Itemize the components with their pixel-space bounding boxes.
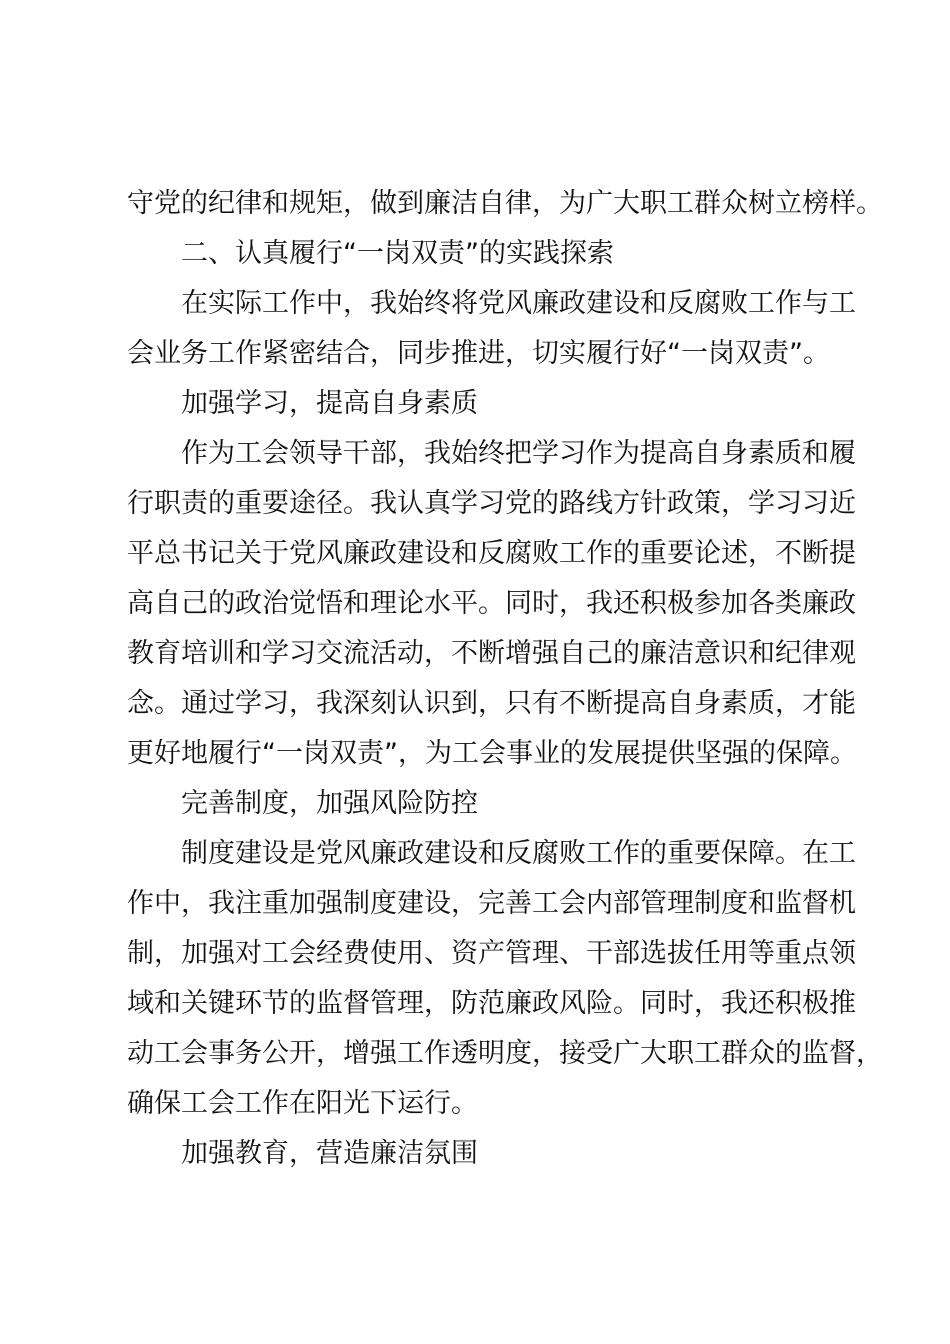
subheading: 加强学习，提高自身素质 xyxy=(181,388,478,419)
paragraph-line: 教育培训和学习交流活动，不断增强自己的廉洁意识和纪律观 xyxy=(127,638,856,669)
paragraph-line: 制，加强对工会经费使用、资产管理、干部选拔任用等重点领 xyxy=(127,938,856,969)
paragraph-line: 动工会事务公开，增强工作透明度，接受广大职工群众的监督， xyxy=(127,1038,883,1069)
document-body xyxy=(127,179,883,1179)
paragraph-line: 高自己的政治觉悟和理论水平。同时，我还积极参加各类廉政 xyxy=(127,588,856,619)
section-heading: 二、认真履行“一岗双责”的实践探索 xyxy=(181,238,614,269)
paragraph-line: 念。通过学习，我深刻认识到，只有不断提高自身素质，才能 xyxy=(127,688,856,719)
paragraph-line: 制度建设是党风廉政建设和反腐败工作的重要保障。在工 xyxy=(181,838,856,869)
paragraph-line: 在实际工作中，我始终将党风廉政建设和反腐败工作与工 xyxy=(181,288,856,319)
paragraph-line: 确保工会工作在阳光下运行。 xyxy=(127,1088,478,1119)
paragraph-line: 守党的纪律和规矩，做到廉洁自律，为广大职工群众树立榜样。 xyxy=(127,188,883,219)
paragraph-line: 更好地履行“一岗双责”，为工会事业的发展提供坚强的保障。 xyxy=(127,738,857,769)
paragraph-line: 作中，我注重加强制度建设，完善工会内部管理制度和监督机 xyxy=(127,888,856,919)
paragraph-line: 行职责的重要途径。我认真学习党的路线方针政策，学习习近 xyxy=(127,488,856,519)
subheading: 完善制度，加强风险防控 xyxy=(181,788,478,819)
paragraph-line: 平总书记关于党风廉政建设和反腐败工作的重要论述，不断提 xyxy=(127,538,856,569)
paragraph-line: 域和关键环节的监督管理，防范廉政风险。同时，我还积极推 xyxy=(127,988,856,1019)
paragraph-line: 作为工会领导干部，我始终把学习作为提高自身素质和履 xyxy=(181,438,856,469)
paragraph-line: 会业务工作紧密结合，同步推进，切实履行好“一岗双责”。 xyxy=(127,338,830,369)
subheading: 加强教育，营造廉洁氛围 xyxy=(181,1138,478,1169)
